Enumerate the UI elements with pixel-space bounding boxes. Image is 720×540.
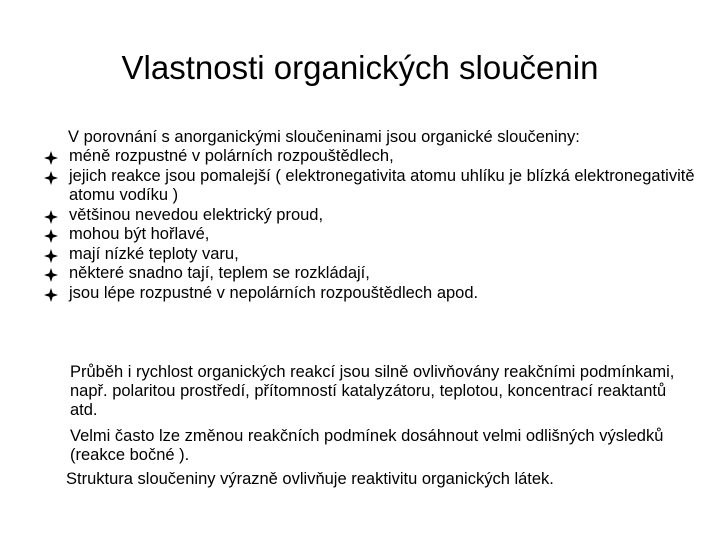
- bullet-list: [44, 147, 704, 303]
- list-item: [44, 167, 704, 206]
- list-item-text: jsou lépe rozpustné v nepolárních rozpouštědlech apod.: [69, 283, 479, 302]
- list-item: [44, 284, 704, 304]
- diamond-bullet-icon: [44, 288, 58, 302]
- list-item-text: některé snadno tají, teplem se rozkládají,: [69, 264, 370, 282]
- diamond-bullet-icon: [44, 249, 58, 263]
- diamond-bullet-icon: [44, 268, 58, 282]
- diamond-bullet-icon: [44, 229, 58, 243]
- intro-text: V porovnání s anorganickými sloučeninami jsou organické sloučeniny:: [68, 128, 580, 146]
- paragraph-reaction-conditions: Průběh i rychlost organických reakcí jsou silně ovlivňovány reakčními podmínkami, např. polaritou prostředí, přítomností katalyzátoru, teplotou, koncentrací reaktantů atd.: [70, 363, 675, 419]
- list-item: [44, 264, 704, 284]
- diamond-bullet-icon: [44, 210, 58, 224]
- list-item-text: jejich reakce jsou pomalejší ( elektronegativita atomu uhlíku je blízká elektronegativitě atomu vodíku ): [69, 166, 695, 204]
- list-item-text: méně rozpustné v polárních rozpouštědlech,: [69, 147, 394, 165]
- diamond-bullet-icon: [44, 151, 58, 165]
- diamond-bullet-icon: [44, 171, 58, 185]
- list-item: [44, 225, 704, 245]
- list-item-text: mohou být hořlavé,: [69, 225, 210, 243]
- list-item: [44, 206, 704, 226]
- paragraph-structure: Struktura sloučeniny výrazně ovlivňuje reaktivitu organických látek.: [66, 470, 554, 488]
- list-item-text: většinou nevedou elektrický proud,: [69, 205, 324, 224]
- page-title: Vlastnosti organických sloučenin: [121, 49, 599, 86]
- list-item: [44, 245, 704, 265]
- paragraph-reaction-results: Velmi často lze změnou reakčních podmínek dosáhnout velmi odlišných výsledků (reakce bočné ).: [70, 427, 664, 464]
- list-item-text: mají nízké teploty varu,: [69, 244, 239, 263]
- list-item: [44, 147, 704, 167]
